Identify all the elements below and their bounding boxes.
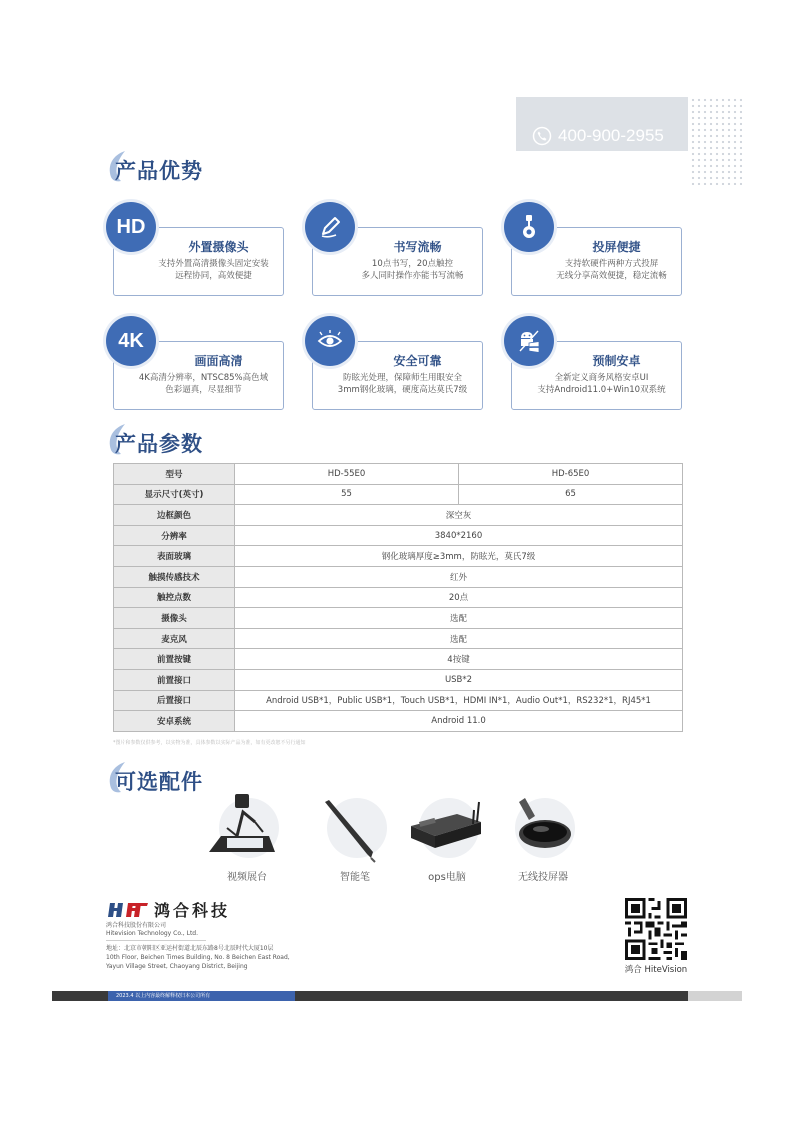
feature-title: 安全可靠 [393, 354, 442, 368]
feature-description: 全新定义商务风格安卓UI 支持Android11.0+Win10双系统 [537, 373, 666, 395]
company-name-cn: 鸿合科技股份有限公司 [106, 922, 167, 929]
spec-table [113, 463, 683, 732]
table-row [114, 628, 683, 649]
spec-label: 型号 [114, 464, 235, 485]
spec-value: 深空灰 [235, 505, 683, 526]
feature-title: 投屏便捷 [592, 240, 641, 254]
hht-logo-mark [106, 901, 148, 919]
accessory-label: ops电脑 [428, 872, 466, 883]
section-heading-specs [115, 428, 203, 458]
table-row [114, 546, 683, 567]
eye-icon [305, 316, 355, 366]
phone-number: 400-900-2955 [558, 126, 664, 145]
document-camera-image [197, 792, 297, 864]
spec-label: 麦克风 [114, 628, 235, 649]
section-heading-advantages [115, 155, 203, 185]
section-title: 可选配件 [115, 770, 203, 794]
table-row [114, 587, 683, 608]
spec-label: 分辨率 [114, 525, 235, 546]
feature-description: 4K高清分辨率，NTSC85%高色域 色彩逼真，尽显细节 [138, 373, 269, 395]
feature-description: 支持软硬件两种方式投屏 无线分享高效便捷，稳定流畅 [556, 259, 667, 281]
spec-value: 选配 [235, 628, 683, 649]
table-row [114, 649, 683, 670]
spec-label: 边框颜色 [114, 505, 235, 526]
spec-value: USB*2 [235, 669, 683, 690]
spec-value: 4按键 [235, 649, 683, 670]
section-title: 产品参数 [115, 432, 203, 456]
cast-dongle-icon [504, 202, 554, 252]
feature-title: 外置摄像头 [188, 240, 249, 254]
spec-label: 触摸传感技术 [114, 566, 235, 587]
table-row [114, 608, 683, 629]
spec-value: 钢化玻璃厚度≥3mm，防眩光，莫氏7级 [235, 546, 683, 567]
spec-value: Android USB*1，Public USB*1，Touch USB*1，HDMI IN*1，Audio Out*1，RS232*1，RJ45*1 [235, 690, 683, 711]
address-cn: 地址：北京市朝阳区亚运村街道北辰东路8号北辰时代大厦10层 [106, 945, 274, 952]
footer-divider [106, 940, 206, 941]
spec-label: 显示尺寸(英寸) [114, 484, 235, 505]
spec-value: HD-55E0 [235, 464, 459, 485]
feature-description: 10点书写，20点触控 多人同时操作亦能书写流畅 [361, 259, 464, 281]
wireless-cast-image [493, 792, 593, 864]
footer-copyright: 2023.4 以上内容最终解释权归本公司所有 [116, 993, 211, 999]
dot-pattern-decoration [690, 97, 742, 185]
spec-value: 3840*2160 [235, 525, 683, 546]
spec-value: 选配 [235, 608, 683, 629]
table-row [114, 505, 683, 526]
feature-description: 支持外置高清摄像头固定安装 远程协同，高效便捷 [158, 259, 269, 281]
qr-code-icon[interactable] [625, 898, 687, 960]
company-logo [106, 898, 230, 921]
spec-label: 摄像头 [114, 608, 235, 629]
table-row [114, 669, 683, 690]
pen-icon [305, 202, 355, 252]
spec-disclaimer: *图片和参数仅供参考，以实物为准，具体参数以实际产品为准，如有更改恕不另行通知 [113, 740, 306, 746]
table-row [114, 525, 683, 546]
table-row [114, 464, 683, 485]
address-en-line1: 10th Floor, Beichen Times Building, No. 8 Beichen East Road, [106, 954, 290, 961]
hd-badge: HD [106, 202, 156, 252]
spec-value: 65 [459, 484, 683, 505]
table-row [114, 711, 683, 732]
spec-label: 安卓系统 [114, 711, 235, 732]
address-en-line2: Yayun Village Street, Chaoyang District, Beijing [106, 963, 248, 970]
section-title: 产品优势 [115, 159, 203, 183]
feature-title: 书写流畅 [393, 240, 442, 254]
feature-title: 画面高清 [194, 354, 243, 368]
table-row [114, 566, 683, 587]
table-row [114, 484, 683, 505]
4k-badge: 4K [106, 316, 156, 366]
spec-value: 20点 [235, 587, 683, 608]
spec-label: 前置按键 [114, 649, 235, 670]
feature-title: 预制安卓 [592, 354, 641, 368]
ops-pc-image [397, 792, 497, 864]
spec-label: 表面玻璃 [114, 546, 235, 567]
spec-value: 红外 [235, 566, 683, 587]
table-row [114, 690, 683, 711]
phone-icon [532, 126, 552, 146]
spec-label: 后置接口 [114, 690, 235, 711]
contact-phone[interactable] [532, 126, 664, 146]
footer-bar-end [688, 991, 742, 1001]
accessory-label: 智能笔 [340, 872, 370, 883]
spec-label: 前置接口 [114, 669, 235, 690]
company-logo-name: 鸿合科技 [154, 901, 231, 920]
accessory-label: 无线投屏器 [518, 872, 568, 883]
spec-value: Android 11.0 [235, 711, 683, 732]
qr-caption: 鸿合 HiteVision [624, 965, 688, 975]
section-heading-accessories [115, 766, 203, 796]
spec-label: 触控点数 [114, 587, 235, 608]
feature-description: 防眩光处理，保障师生用眼安全 3mm钢化玻璃，硬度高达莫氏7级 [337, 373, 468, 395]
android-windows-icon [504, 316, 554, 366]
accessory-label: 视频展台 [227, 872, 267, 883]
spec-value: 55 [235, 484, 459, 505]
smart-pen-image [305, 792, 405, 864]
company-name-en: Hitevision Technology Co., Ltd. [106, 930, 199, 937]
spec-value: HD-65E0 [459, 464, 683, 485]
